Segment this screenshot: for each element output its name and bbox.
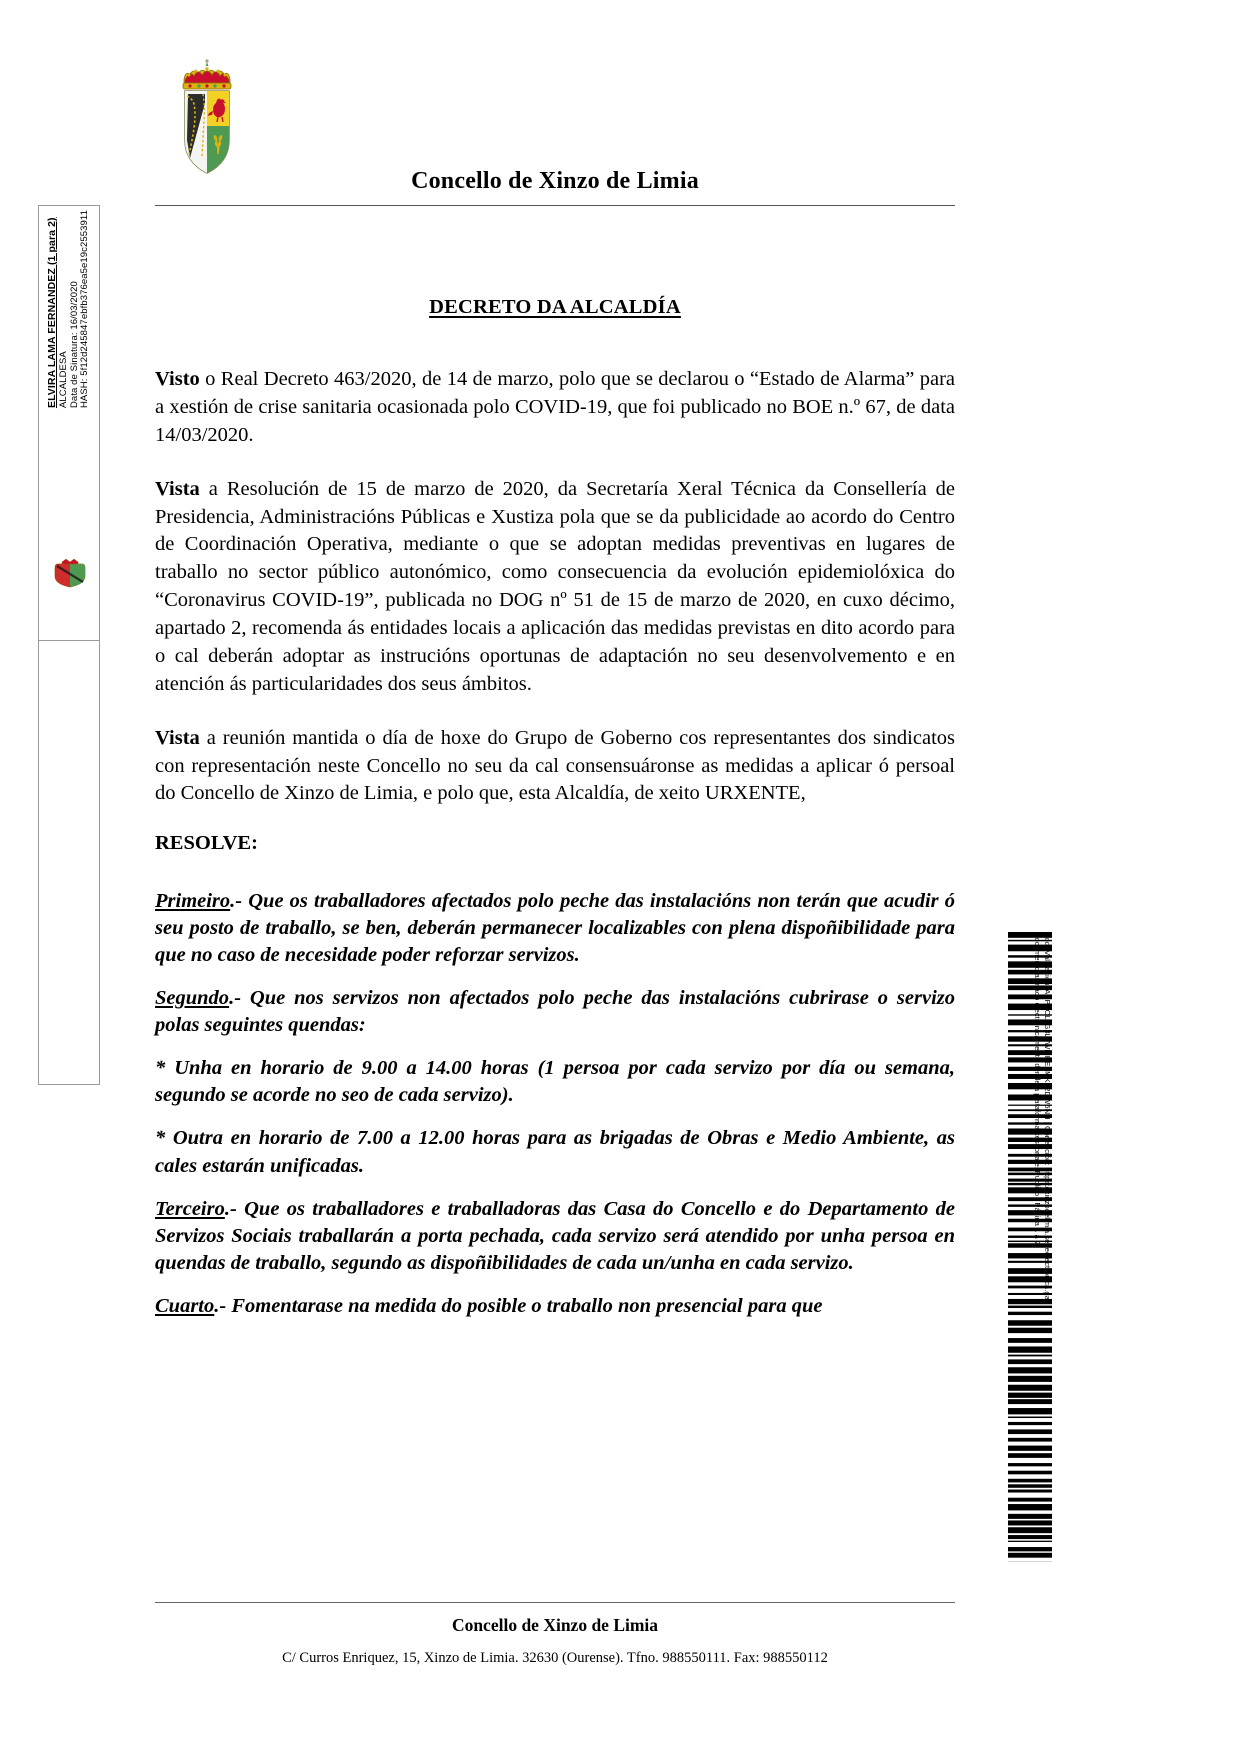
item-lead: Primeiro: [155, 890, 231, 913]
paragraph-text: a Resolución de 15 de marzo de 2020, da Secretaría Xeral Técnica da Consellería de Presidencia, Administracións Públicas e Xustiza pola que se da publicidade ao acordo do Centro de Coordinación Operativa, mediante o que se adoptan medidas preventivas en lugares de traballo no sector público autonómico, como consecuencia da evolución epidemiolóxica do “Coronavirus COVID-19”, publicada no DOG nº 51 de 15 de marzo de 2020, en cuxo décimo, apartado 2, recomenda ás entidades locais a aplicación das medidas previstas en dito acordo para o cal deberán adoptar as instrucións oportunas de adaptación no seu desenvolvemento e en atención ás particularidades dos seus ámbitos.: [155, 477, 955, 695]
item-text: * Outra en horario de 7.00 a 12.00 horas para as brigadas de Obras e Medio Ambiente, as cales estarán unificadas.: [155, 1127, 955, 1177]
shield-part: [185, 91, 229, 173]
item-terceiro: [155, 1196, 955, 1277]
decree-title-text: DECRETO DA ALCALDÍA: [429, 296, 681, 318]
resolve-heading: RESOLVE:: [155, 832, 258, 855]
paragraph-text: a reunión mantida o día de hoxe do Grupo de Goberno cos representantes dos sindicatos con representación neste Concello no seu da cal consensuáronse as medidas a aplicar ó persoal do Concello de Xinzo de Limia, e polo que, esta Alcaldía, de xeito URXENTE,: [155, 726, 955, 805]
item-quenda-2: [155, 1125, 955, 1179]
coat-of-arms-icon: [172, 58, 242, 180]
paragraph-lead: Vista: [155, 726, 200, 749]
signature-hash: HASH: 5f12d245847ebfb376ea5e19c2553911: [79, 210, 91, 409]
decree-title: [155, 296, 955, 319]
paragraph-vista-reunion: [155, 725, 955, 809]
item-text: .- Fomentarase na medida do posible o traballo non presencial para que: [214, 1294, 823, 1317]
header-divider: [155, 205, 955, 206]
item-lead: Terceiro: [155, 1197, 225, 1220]
validation-platform-line: Documento asinado electronicamente dende a plataforma xestiona esPublico | Páxina 1 a 2: [1032, 932, 1042, 1246]
paragraph-visto: [155, 366, 955, 450]
item-primeiro: [155, 888, 955, 969]
item-lead: Segundo: [155, 987, 230, 1010]
signature-sidebar: [38, 205, 100, 1085]
paragraph-lead: Vista: [155, 477, 200, 500]
signer-role: ALCALDESA: [57, 351, 69, 409]
item-quenda-1: [155, 1055, 955, 1109]
item-lead: Cuarto: [155, 1294, 215, 1317]
item-text: .- Que os traballadores e traballadoras das Casa do Concello e do Departamento de Servizos Sociais traballarán a porta pechada, cada servizo será atendido por unha persoa en quendas de traballo, segundo as dispoñibilidades de cada un/unha en cada servizo.: [155, 1197, 955, 1274]
signature-sidebar-upper-cell: [39, 206, 99, 641]
item-segundo: [155, 985, 955, 1039]
item-text: * Unha en horario de 9.00 a 14.00 horas (1 persoa por cada servizo por día ou semana, segundo se acorde no seo de cada servizo).: [155, 1057, 955, 1107]
crown-part: [183, 59, 231, 89]
page-title: Concello de Xinzo de Limia: [411, 168, 699, 194]
coat-of-arms-stamp-icon: [52, 558, 88, 588]
paragraph-text: o Real Decreto 463/2020, de 14 de marzo, polo que se declarou o “Estado de Alarma” para a xestión de crise sanitaria ocasionada polo COVID-19, que foi publicado no BOE n.º 67, de data 14/03/2020.: [155, 368, 955, 446]
validation-text-block: [1022, 932, 1052, 1562]
footer-address: C/ Curros Enriquez, 15, Xinzo de Limia. 32630 (Ourense). Tfno. 988550111. Fax: 988550112: [282, 1650, 828, 1666]
document-body: [155, 366, 955, 1336]
paragraph-vista-resolucion: [155, 476, 955, 699]
item-cuarto: [155, 1293, 955, 1320]
item-text: .- Que nos servizos non afectados polo peche das instalacións cubrirase o servizo polas seguintes quendas:: [155, 987, 955, 1037]
footer-title: Concello de Xinzo de Limia: [451, 1615, 659, 1635]
item-text: .- Que os traballadores afectados polo peche das instalacións non terán que acudir ó seu posto de traballo, se ben, deberán permanecer localizables con plena dispoñibilidade para que no caso de necesidade poder reforzar servizos.: [155, 890, 955, 967]
signer-name: ELVIRA LAMA FERNANDEZ (1 para 2): [46, 217, 59, 409]
signature-date: Data de Sinatura: 16/03/2020: [68, 281, 80, 409]
paragraph-lead: Visto: [155, 368, 200, 390]
footer-divider: [155, 1602, 955, 1603]
validation-code-line: Cod. Validación: AKPKCLJG3L7WMREZMKZ2DW6NH | Corrección: https://xinzodelimia.sedeelectronica.gal/: [1043, 932, 1052, 1304]
